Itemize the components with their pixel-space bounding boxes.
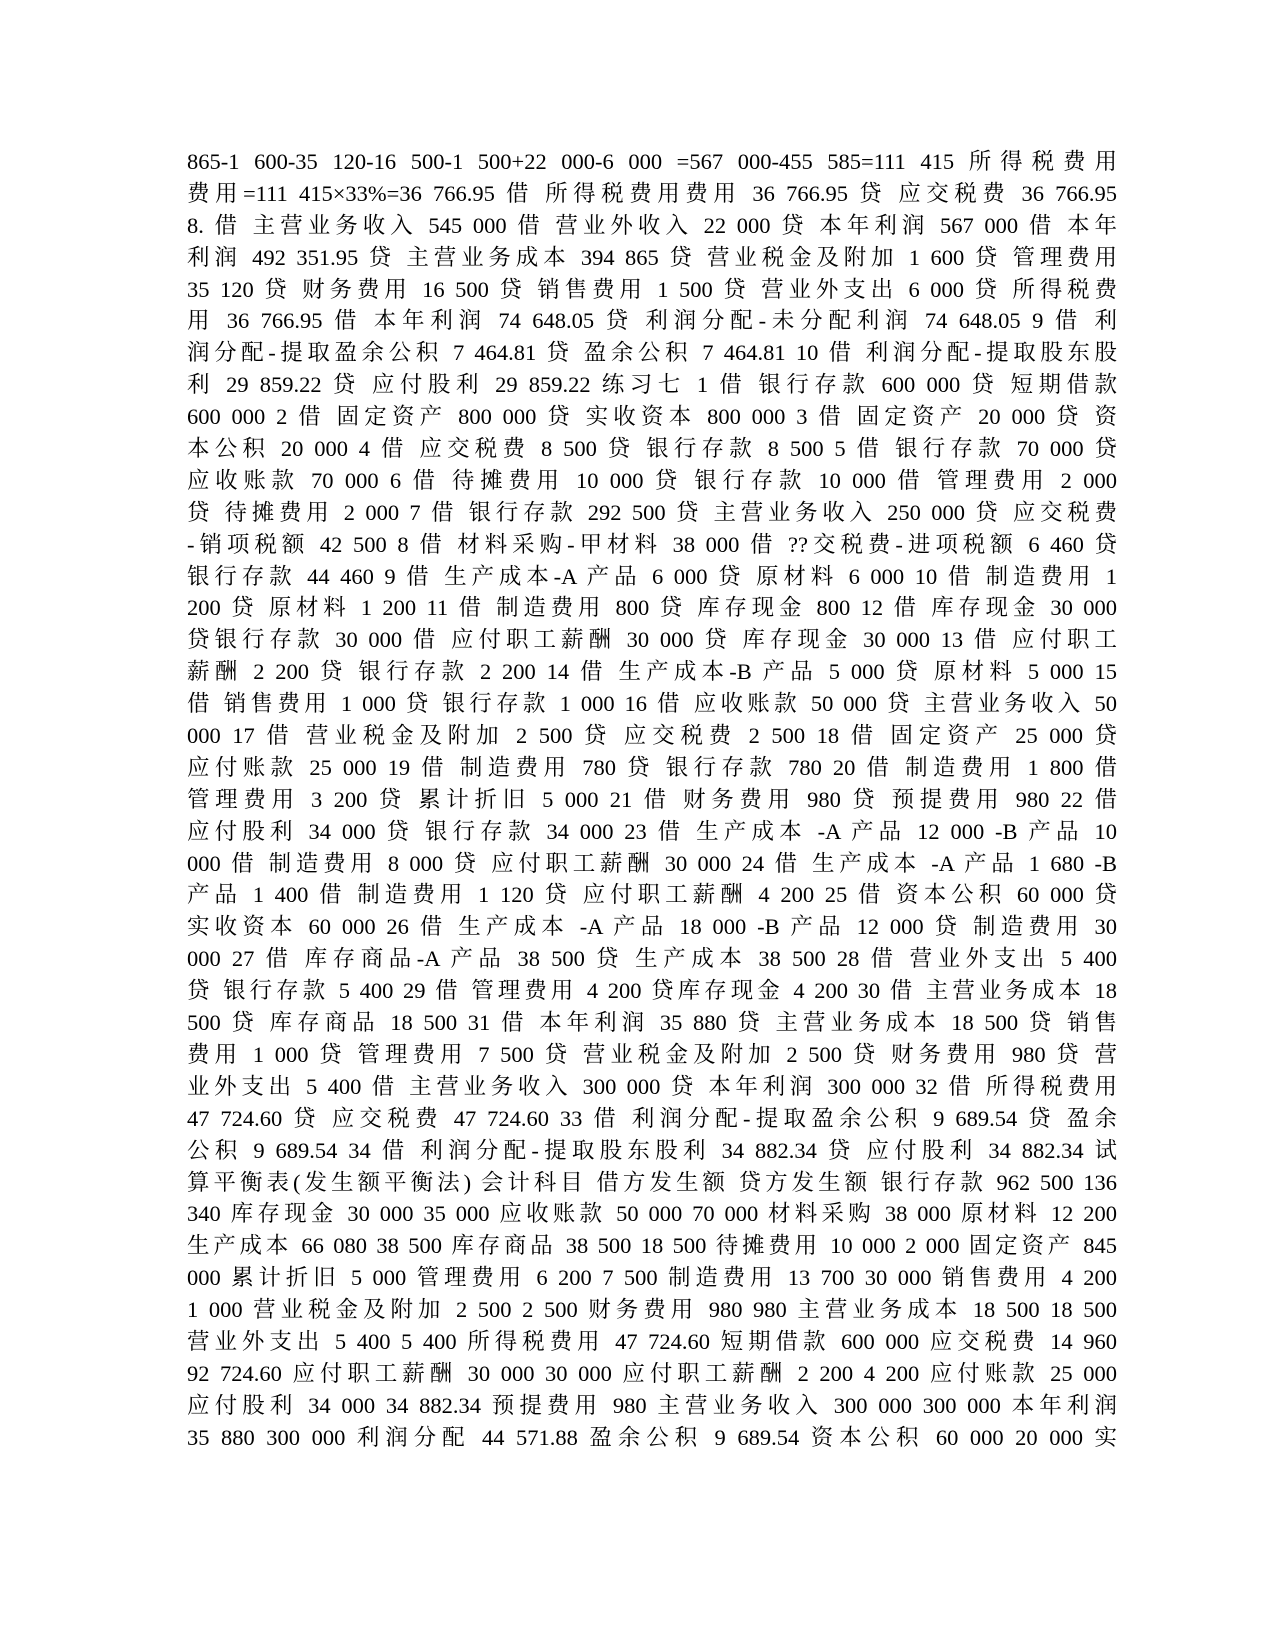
text-line: 35 880 300 000 利润分配 44 571.88 盈余公积 9 689.54 资本公积 60 000 20 000 实 <box>187 1424 1117 1450</box>
text-line: 500 贷 库存商品 18 500 31 借 本年利润 35 880 贷 主营业务成本 18 500 贷 销售 <box>187 1010 1117 1036</box>
text-line: 应收账款 70 000 6 借 待摊费用 10 000 贷 银行存款 10 000 借 管理费用 2 000 <box>187 467 1117 493</box>
text-line: 8. 借 主营业务收入 545 000 借 营业外收入 22 000 贷 本年利润 567 000 借 本年 <box>187 212 1117 238</box>
text-line: 营业外支出 5 400 5 400 所得税费用 47 724.60 短期借款 600 000 应交税费 14 960 <box>187 1328 1117 1354</box>
text-line: 35 120 贷 财务费用 16 500 贷 销售费用 1 500 贷 营业外支出 6 000 贷 所得税费 <box>187 276 1117 302</box>
text-line: 340 库存现金 30 000 35 000 应收账款 50 000 70 000 材料采购 38 000 原材料 12 200 <box>187 1201 1117 1227</box>
document-page <box>187 146 1117 1454</box>
text-line: 应付股利 34 000 34 882.34 预提费用 980 主营业务收入 300 000 300 000 本年利润 <box>187 1392 1117 1418</box>
text-line: 600 000 2 借 固定资产 800 000 贷 实收资本 800 000 3 借 固定资产 20 000 贷 资 <box>187 404 1117 430</box>
text-line: 管理费用 3 200 贷 累计折旧 5 000 21 借 财务费用 980 贷 预提费用 980 22 借 <box>187 786 1117 812</box>
text-line: -销项税额 42 500 8 借 材料采购-甲材料 38 000 借 ??交税费-进项税额 6 460 贷 <box>187 531 1117 557</box>
text-line: 业外支出 5 400 借 主营业务收入 300 000 贷 本年利润 300 000 32 借 所得税费用 <box>187 1073 1117 1099</box>
text-line: 贷 银行存款 5 400 29 借 管理费用 4 200 贷库存现金 4 200 30 借 主营业务成本 18 <box>187 978 1117 1004</box>
text-line: 产品 1 400 借 制造费用 1 120 贷 应付职工薪酬 4 200 25 借 资本公积 60 000 贷 <box>187 882 1117 908</box>
text-line: 借 销售费用 1 000 贷 银行存款 1 000 16 借 应收账款 50 000 贷 主营业务收入 50 <box>187 691 1117 717</box>
text-line: 000 17 借 营业税金及附加 2 500 贷 应交税费 2 500 18 借 固定资产 25 000 贷 <box>187 723 1117 749</box>
text-line: 47 724.60 贷 应交税费 47 724.60 33 借 利润分配-提取盈余公积 9 689.54 贷 盈余 <box>187 1105 1117 1131</box>
text-line: 贷 待摊费用 2 000 7 借 银行存款 292 500 贷 主营业务收入 250 000 贷 应交税费 <box>187 499 1117 525</box>
text-line: 200 贷 原材料 1 200 11 借 制造费用 800 贷 库存现金 800 12 借 库存现金 30 000 <box>187 595 1117 621</box>
text-line: 银行存款 44 460 9 借 生产成本-A 产品 6 000 贷 原材料 6 000 10 借 制造费用 1 <box>187 563 1117 589</box>
text-line: 生产成本 66 080 38 500 库存商品 38 500 18 500 待摊费用 10 000 2 000 固定资产 845 <box>187 1233 1117 1259</box>
text-line: 000 累计折旧 5 000 管理费用 6 200 7 500 制造费用 13 700 30 000 销售费用 4 200 <box>187 1265 1117 1291</box>
text-line: 公积 9 689.54 34 借 利润分配-提取股东股利 34 882.34 贷 应付股利 34 882.34 试 <box>187 1137 1117 1163</box>
text-line: 000 借 制造费用 8 000 贷 应付职工薪酬 30 000 24 借 生产成本 -A 产品 1 680 -B <box>187 850 1117 876</box>
text-line: 算平衡表(发生额平衡法) 会计科目 借方发生额 贷方发生额 银行存款 962 500 136 <box>187 1169 1117 1195</box>
text-line: 000 27 借 库存商品-A 产品 38 500 贷 生产成本 38 500 28 借 营业外支出 5 400 <box>187 946 1117 972</box>
text-line: 利润 492 351.95 贷 主营业务成本 394 865 贷 营业税金及附加 1 600 贷 管理费用 <box>187 244 1117 270</box>
text-line: 1 000 营业税金及附加 2 500 2 500 财务费用 980 980 主营业务成本 18 500 18 500 <box>187 1297 1117 1323</box>
text-line: 实收资本 60 000 26 借 生产成本 -A 产品 18 000 -B 产品 12 000 贷 制造费用 30 <box>187 914 1117 940</box>
text-line: 费用=111 415×33%=36 766.95 借 所得税费用费用 36 766.95 贷 应交税费 36 766.95 <box>187 180 1117 206</box>
text-line: 用 36 766.95 借 本年利润 74 648.05 贷 利润分配-未分配利润 74 648.05 9 借 利 <box>187 308 1117 334</box>
text-line: 贷银行存款 30 000 借 应付职工薪酬 30 000 贷 库存现金 30 000 13 借 应付职工 <box>187 627 1117 653</box>
text-line: 应付股利 34 000 贷 银行存款 34 000 23 借 生产成本 -A 产品 12 000 -B 产品 10 <box>187 818 1117 844</box>
text-line: 薪酬 2 200 贷 银行存款 2 200 14 借 生产成本-B 产品 5 000 贷 原材料 5 000 15 <box>187 659 1117 685</box>
text-line: 利 29 859.22 贷 应付股利 29 859.22 练习七 1 借 银行存款 600 000 贷 短期借款 <box>187 372 1117 398</box>
text-line: 应付账款 25 000 19 借 制造费用 780 贷 银行存款 780 20 借 制造费用 1 800 借 <box>187 754 1117 780</box>
text-line: 本公积 20 000 4 借 应交税费 8 500 贷 银行存款 8 500 5 借 银行存款 70 000 贷 <box>187 436 1117 462</box>
text-line: 92 724.60 应付职工薪酬 30 000 30 000 应付职工薪酬 2 200 4 200 应付账款 25 000 <box>187 1360 1117 1386</box>
text-line: 865-1 600-35 120-16 500-1 500+22 000-6 000 =567 000-455 585=111 415 所得税费用 <box>187 149 1117 174</box>
text-line: 费用 1 000 贷 管理费用 7 500 贷 营业税金及附加 2 500 贷 财务费用 980 贷 营 <box>187 1041 1117 1067</box>
text-line: 润分配-提取盈余公积 7 464.81 贷 盈余公积 7 464.81 10 借 利润分配-提取股东股 <box>187 340 1117 366</box>
